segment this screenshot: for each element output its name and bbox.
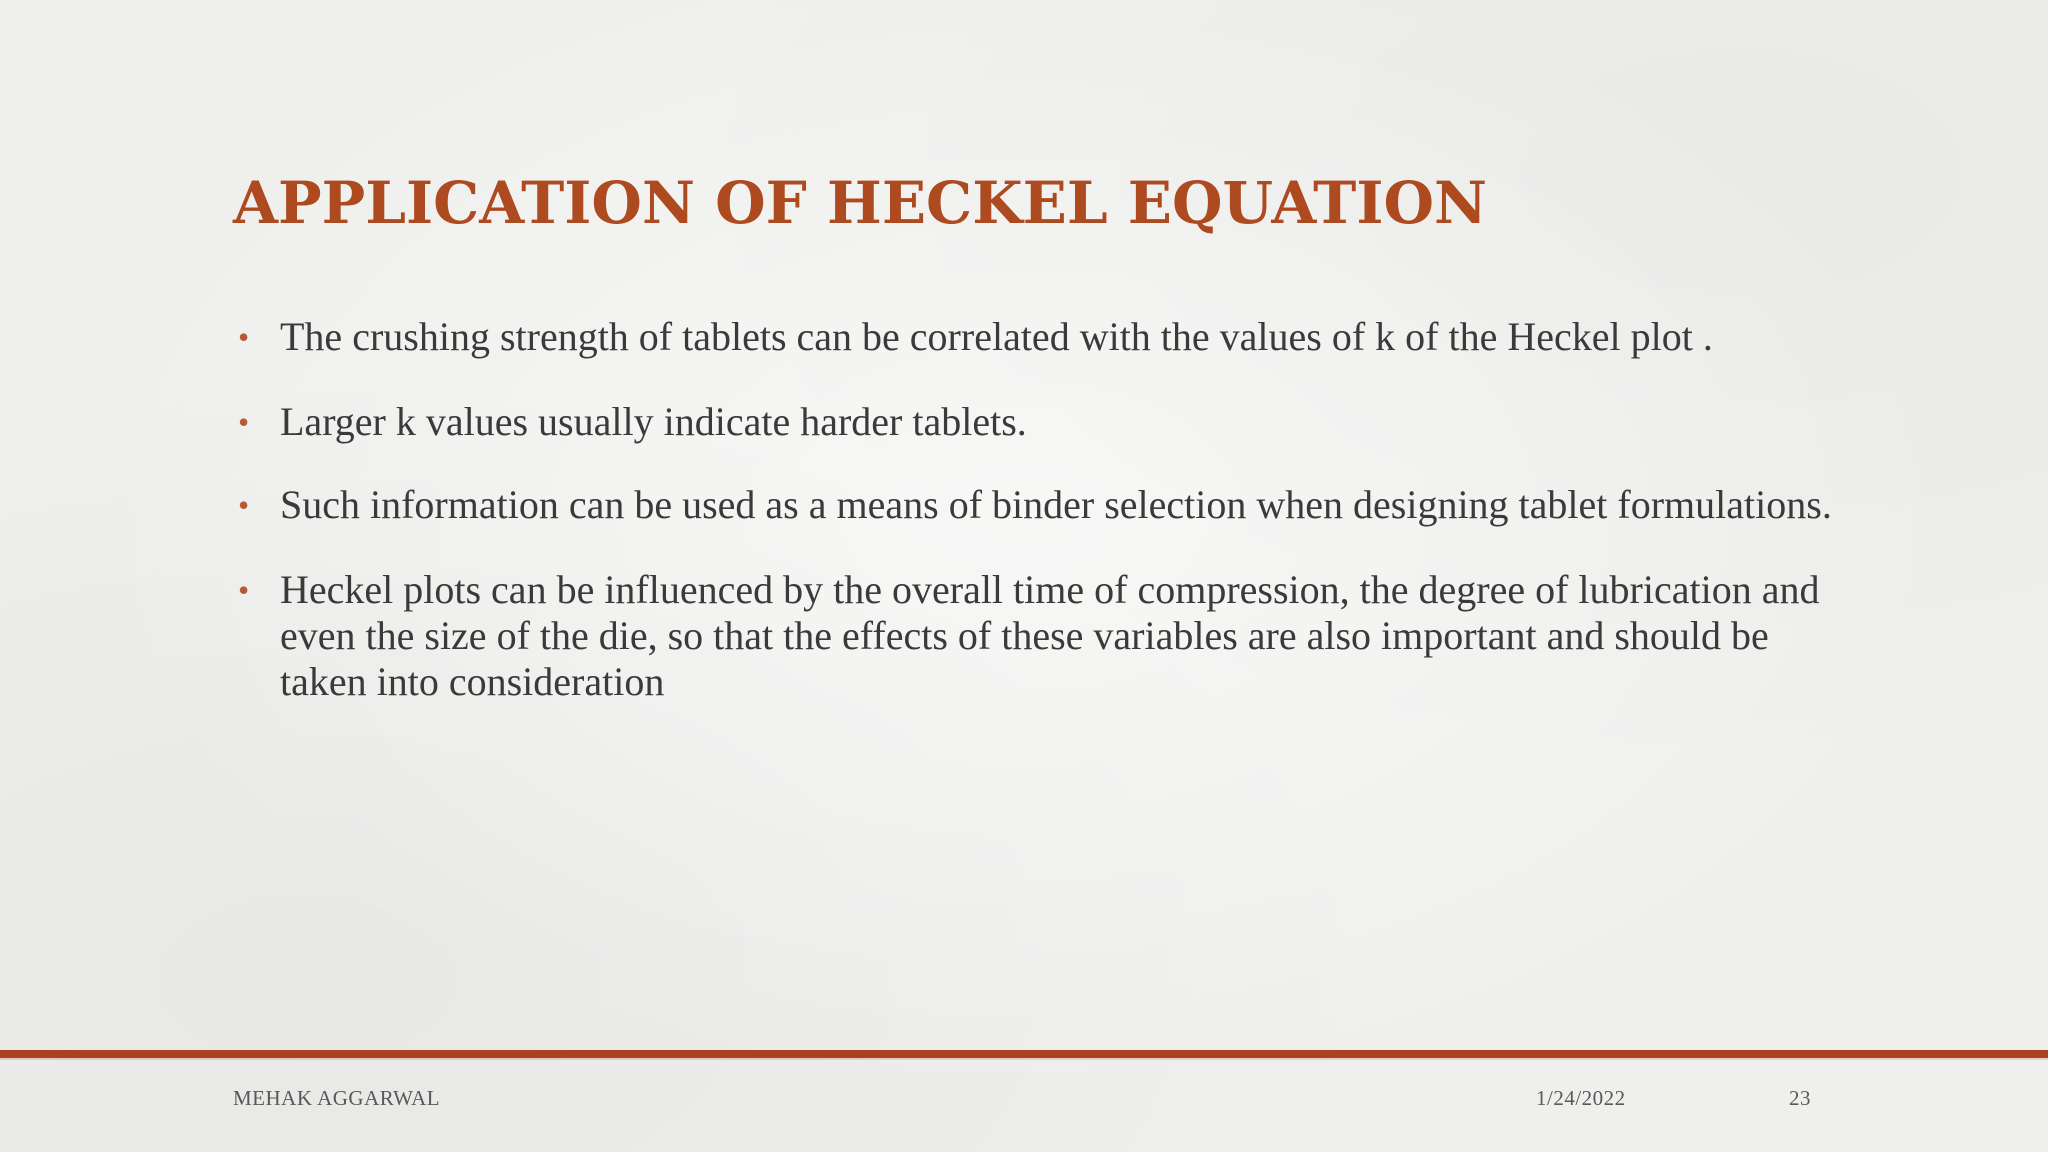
footer-date: 1/24/2022 [1536,1086,1626,1110]
bullet-item [238,314,1838,360]
slide-title: APPLICATION OF HECKEL EQUATION [233,169,1487,237]
bullet-item [238,399,1838,445]
slide-number: 23 [1789,1086,1811,1110]
bullet-item [238,482,1838,528]
bullet-text: Larger k values usually indicate harder tablets. [280,399,1027,444]
footer-divider [0,1050,2048,1058]
footer-author: MEHAK AGGARWAL [233,1086,441,1110]
bullet-dot-icon: • [238,572,250,608]
bullet-text: Such information can be used as a means of binder selection when designing tablet formulations. [280,482,1832,527]
bullet-dot-icon: • [238,404,250,440]
bullet-item [238,567,1838,705]
footer-divider-shadow [0,1058,2048,1060]
bullet-dot-icon: • [238,319,250,355]
bullet-text: Heckel plots can be influenced by the overall time of compression, the degree of lubrication and even the size of the die, so that the effects of these variables are also important and should be taken into consideration [280,567,1820,704]
bullet-list [238,314,1838,744]
bullet-dot-icon: • [238,487,250,523]
bullet-text: The crushing strength of tablets can be correlated with the values of k of the Heckel plot . [280,314,1713,359]
